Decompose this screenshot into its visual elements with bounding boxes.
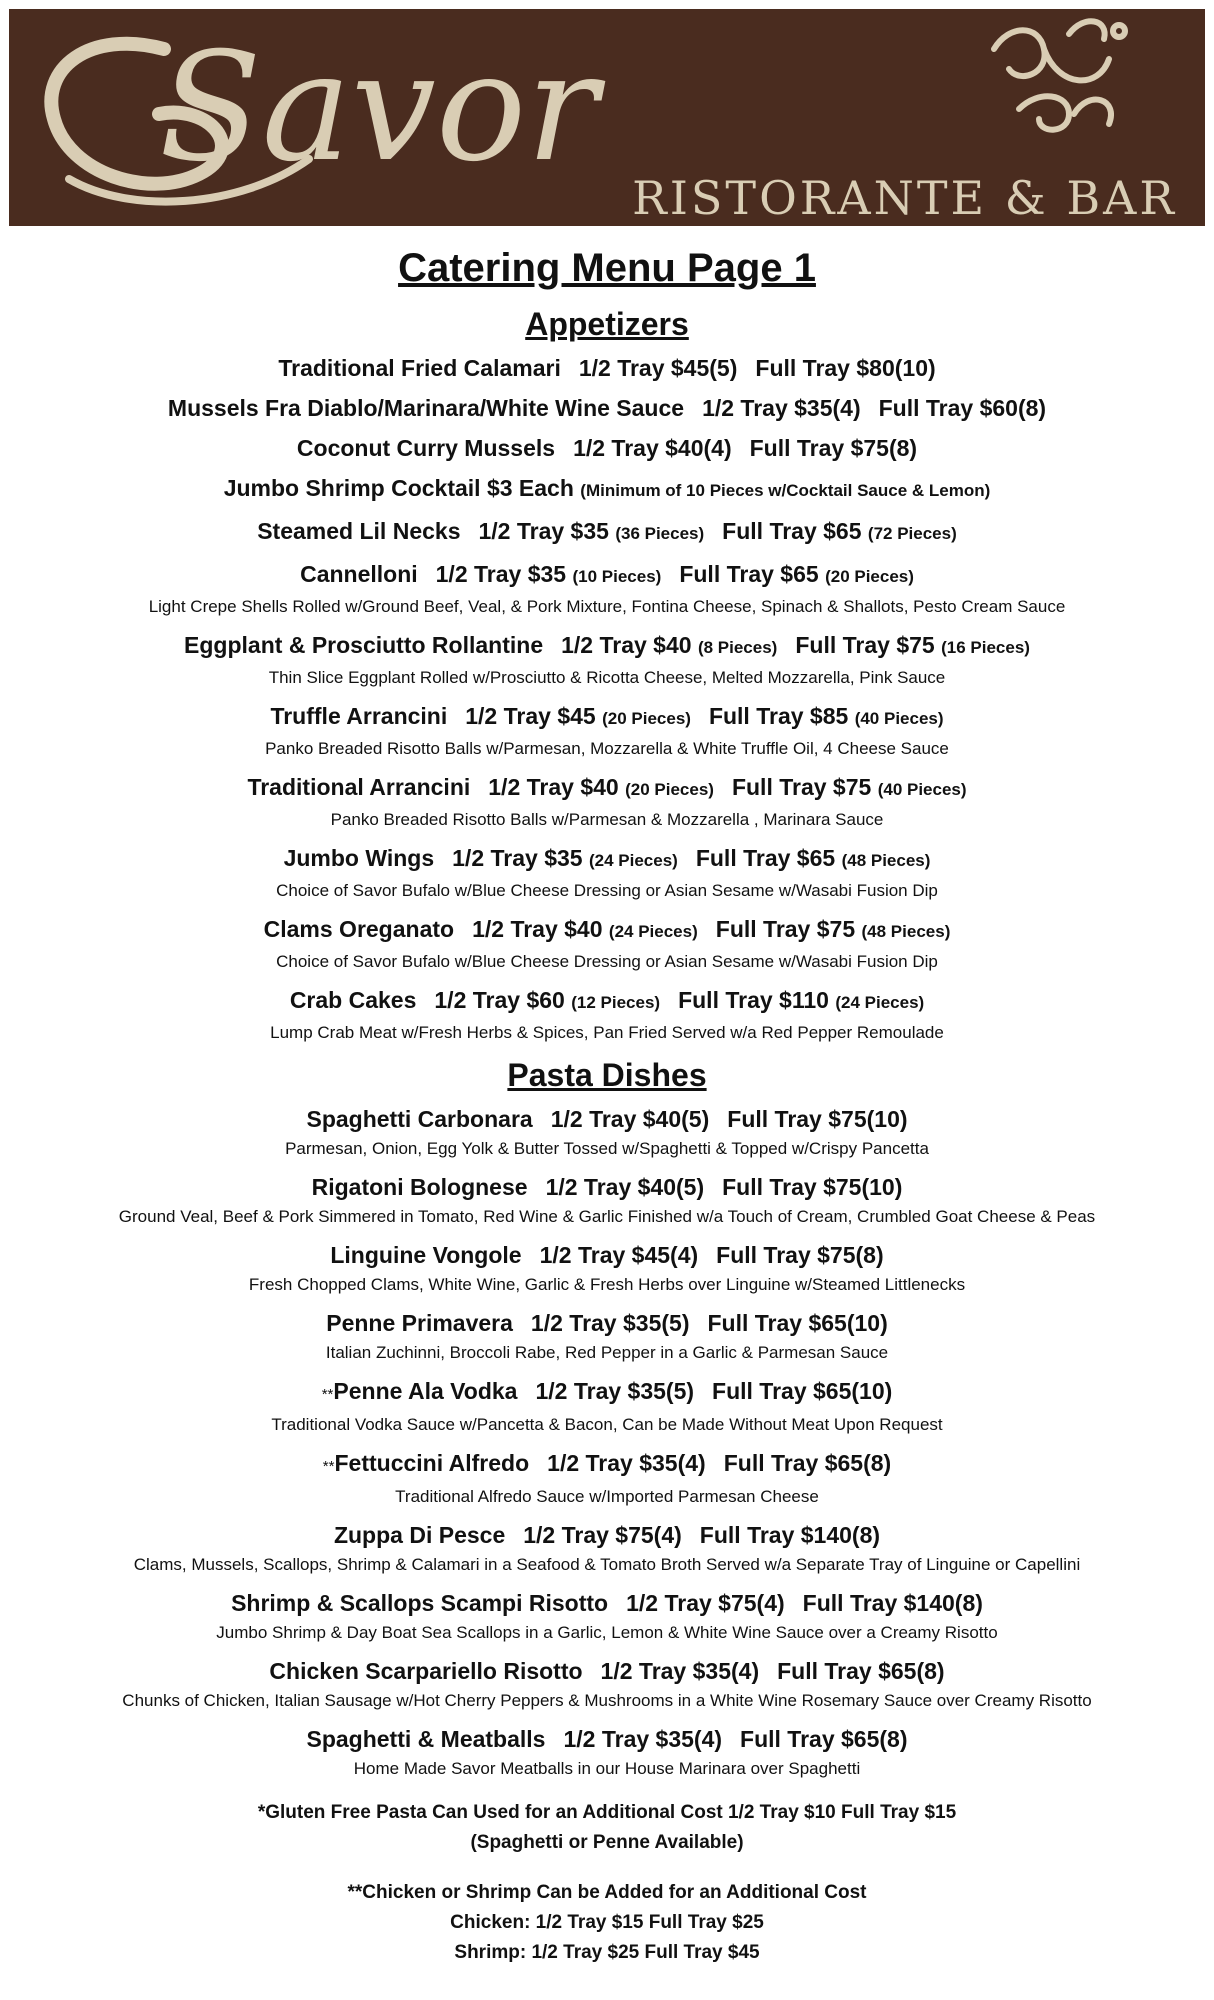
- gluten-free-text: *Gluten Free Pasta Can Used for an Additional Cost 1/2 Tray $10 Full Tray $15: [257, 1802, 957, 1823]
- item-name: Clams Oreganato: [263, 916, 455, 942]
- half-tray-price: 1/2 Tray $35: [452, 845, 583, 871]
- item-name: Spaghetti & Meatballs: [306, 1726, 546, 1752]
- item-description: Parmesan, Onion, Egg Yolk & Butter Tossed w/Spaghetti & Topped w/Crispy Pancetta: [285, 1139, 929, 1158]
- half-tray-price: 1/2 Tray $35(5): [535, 1378, 695, 1404]
- item-name: Eggplant & Prosciutto Rollantine: [184, 632, 544, 658]
- logo-tagline: RISTORANTE & BAR: [632, 171, 1177, 225]
- item-name: Linguine Vongole: [330, 1242, 522, 1268]
- menu-item: [0, 1656, 1214, 1686]
- logo-name: Savor: [159, 21, 598, 195]
- full-tray-price: Full Tray $65: [695, 845, 836, 871]
- full-tray-price: Full Tray $75(10): [727, 1106, 908, 1132]
- full-tray-price: Full Tray $75: [795, 632, 935, 658]
- item-description: Jumbo Shrimp & Day Boat Sea Scallops in a Garlic, Lemon & White Wine Sauce over a Creamy Risotto: [216, 1623, 998, 1642]
- half-tray-price: 1/2 Tray $75(4): [523, 1522, 682, 1548]
- section-title-pasta: Pasta Dishes: [507, 1057, 707, 1093]
- item-description: Choice of Savor Bufalo w/Blue Cheese Dressing or Asian Sesame w/Wasabi Fusion Dip: [276, 881, 938, 900]
- page-title: Catering Menu Page 1: [398, 246, 816, 290]
- menu-content: [0, 235, 1214, 1968]
- full-tray-pieces: (20 Pieces): [825, 567, 914, 586]
- menu-item: [0, 1724, 1214, 1754]
- item-name: Traditional Fried Calamari: [278, 355, 561, 381]
- item-name: Mussels Fra Diablo/Marinara/White Wine Sauce: [167, 395, 685, 421]
- full-tray-price: Full Tray $75(8): [749, 435, 918, 461]
- item-name: Traditional Arrancini: [247, 774, 471, 800]
- item-description: Choice of Savor Bufalo w/Blue Cheese Dressing or Asian Sesame w/Wasabi Fusion Dip: [276, 952, 938, 971]
- half-tray-price: 1/2 Tray $75(4): [626, 1590, 785, 1616]
- full-tray-price: Full Tray $85: [708, 703, 849, 729]
- item-name: Shrimp & Scallops Scampi Risotto: [231, 1590, 609, 1616]
- half-tray-price: 1/2 Tray $35(4): [702, 395, 861, 421]
- addon-note: [0, 1878, 1214, 1968]
- full-tray-pieces: (16 Pieces): [941, 638, 1030, 657]
- menu-item: [0, 353, 1214, 383]
- full-tray-price: Full Tray $65(8): [723, 1450, 892, 1476]
- item-description: Clams, Mussels, Scallops, Shrimp & Calamari in a Seafood & Tomato Broth Served w/a Separate Tray of Linguine or Capellini: [133, 1555, 1081, 1574]
- item-description: Traditional Vodka Sauce w/Pancetta & Bacon, Can be Made Without Meat Upon Request: [271, 1415, 943, 1434]
- half-tray-price: 1/2 Tray $35: [478, 518, 609, 544]
- menu-item: [0, 1588, 1214, 1618]
- item-description: Lump Crab Meat w/Fresh Herbs & Spices, Pan Fried Served w/a Red Pepper Remoulade: [270, 1023, 944, 1042]
- full-tray-pieces: (72 Pieces): [867, 524, 957, 543]
- item-name: Coconut Curry Mussels: [296, 435, 556, 461]
- half-tray-price: 1/2 Tray $45(5): [578, 355, 738, 381]
- item-prefix: **: [322, 1458, 335, 1475]
- half-tray-price: 1/2 Tray $40: [561, 632, 692, 658]
- full-tray-pieces: (48 Pieces): [861, 922, 951, 941]
- half-tray-pieces: (24 Pieces): [588, 851, 678, 870]
- menu-item: [0, 914, 1214, 947]
- full-tray-pieces: (40 Pieces): [854, 709, 944, 728]
- item-name: Jumbo Wings: [283, 845, 435, 871]
- addon-text: **Chicken or Shrimp Can be Added for an Additional Cost: [347, 1882, 867, 1903]
- item-name: Fettuccini Alfredo: [334, 1450, 530, 1476]
- item-description: Panko Breaded Risotto Balls w/Parmesan, Mozzarella & White Truffle Oil, 4 Cheese Sauce: [265, 739, 949, 758]
- full-tray-price: Full Tray $75: [731, 774, 872, 800]
- half-tray-price: 1/2 Tray $35(4): [547, 1450, 706, 1476]
- full-tray-price: Full Tray $65: [722, 518, 862, 544]
- item-name: Penne Primavera: [326, 1310, 513, 1336]
- full-tray-pieces: (40 Pieces): [877, 780, 967, 799]
- item-name: Truffle Arrancini: [270, 703, 448, 729]
- menu-item: [0, 393, 1214, 423]
- addon-chicken: Chicken: 1/2 Tray $15 Full Tray $25: [450, 1912, 764, 1933]
- gluten-free-options: (Spaghetti or Penne Available): [470, 1832, 744, 1853]
- full-tray-price: Full Tray $60(8): [878, 395, 1047, 421]
- menu-item: [0, 473, 1214, 506]
- menu-item: [0, 1240, 1214, 1270]
- menu-item: [0, 1172, 1214, 1202]
- full-tray-price: Full Tray $65(10): [712, 1378, 893, 1404]
- item-name: Steamed Lil Necks: [257, 518, 461, 544]
- gluten-free-note: [0, 1798, 1214, 1858]
- full-tray-price: Full Tray $65(8): [777, 1658, 945, 1684]
- item-description: Traditional Alfredo Sauce w/Imported Parmesan Cheese: [395, 1487, 819, 1506]
- full-tray-price: Full Tray $75: [715, 916, 856, 942]
- item-description: Italian Zuchinni, Broccoli Rabe, Red Pepper in a Garlic & Parmesan Sauce: [325, 1343, 889, 1362]
- item-description: Home Made Savor Meatballs in our House Marinara over Spaghetti: [353, 1759, 861, 1778]
- item-description: Ground Veal, Beef & Pork Simmered in Tomato, Red Wine & Garlic Finished w/a Touch of Cream, Crumbled Goat Cheese & Peas: [118, 1207, 1096, 1226]
- menu-item: [0, 1520, 1214, 1550]
- item-description: Chunks of Chicken, Italian Sausage w/Hot Cherry Peppers & Mushrooms in a White Wine Rosemary Sauce over Creamy Risotto: [122, 1691, 1092, 1710]
- menu-item: [0, 985, 1214, 1018]
- menu-item: [0, 701, 1214, 734]
- full-tray-price: Full Tray $140(8): [699, 1522, 881, 1548]
- full-tray-pieces: (48 Pieces): [841, 851, 931, 870]
- half-tray-price: 1/2 Tray $40(5): [545, 1174, 705, 1200]
- savor-logo: [9, 9, 1205, 226]
- half-tray-pieces: (8 Pieces): [697, 638, 778, 657]
- item-name: Jumbo Shrimp Cocktail $3 Each: [223, 475, 574, 501]
- menu-item: [0, 1376, 1214, 1410]
- item-name: Zuppa Di Pesce: [333, 1522, 506, 1548]
- item-description: Fresh Chopped Clams, White Wine, Garlic & Fresh Herbs over Linguine w/Steamed Littlenecks: [248, 1275, 966, 1294]
- half-tray-pieces: (20 Pieces): [602, 709, 691, 728]
- addon-shrimp: Shrimp: 1/2 Tray $25 Full Tray $45: [454, 1942, 760, 1963]
- item-prefix: **: [321, 1386, 334, 1403]
- half-tray-price: 1/2 Tray $35(5): [530, 1310, 690, 1336]
- ornament-flourish: [994, 21, 1125, 129]
- half-tray-price: 1/2 Tray $40(5): [550, 1106, 710, 1132]
- half-tray-pieces: (20 Pieces): [625, 780, 714, 799]
- menu-item: [0, 433, 1214, 463]
- full-tray-price: Full Tray $75(10): [722, 1174, 903, 1200]
- half-tray-price: 1/2 Tray $40: [472, 916, 603, 942]
- appetizers-list: [0, 353, 1214, 1044]
- full-tray-price: Full Tray $65: [679, 561, 819, 587]
- item-description: Light Crepe Shells Rolled w/Ground Beef, Veal, & Pork Mixture, Fontina Cheese, Spinach & Shallots, Pesto Cream Sauce: [148, 597, 1066, 616]
- item-name: Spaghetti Carbonara: [306, 1106, 533, 1132]
- item-name: Chicken Scarpariello Risotto: [269, 1658, 583, 1684]
- menu-item: [0, 1104, 1214, 1134]
- item-name: Penne Ala Vodka: [333, 1378, 518, 1404]
- pasta-list: [0, 1104, 1214, 1780]
- half-tray-price: 1/2 Tray $40: [488, 774, 619, 800]
- menu-item: [0, 630, 1214, 663]
- half-tray-pieces: (12 Pieces): [571, 993, 661, 1012]
- menu-item: [0, 516, 1214, 549]
- menu-item: [0, 1308, 1214, 1338]
- full-tray-price: Full Tray $75(8): [716, 1242, 884, 1268]
- half-tray-price: 1/2 Tray $60: [434, 987, 565, 1013]
- full-tray-price: Full Tray $65(8): [740, 1726, 908, 1752]
- full-tray-price: Full Tray $80(10): [755, 355, 936, 381]
- item-note: (Minimum of 10 Pieces w/Cocktail Sauce & Lemon): [580, 481, 991, 500]
- section-title-appetizers: Appetizers: [525, 306, 689, 342]
- full-tray-price: Full Tray $65(10): [707, 1310, 888, 1336]
- full-tray-price: Full Tray $140(8): [802, 1590, 983, 1616]
- half-tray-price: 1/2 Tray $35(4): [600, 1658, 760, 1684]
- item-name: Rigatoni Bolognese: [311, 1174, 528, 1200]
- menu-item: [0, 1448, 1214, 1482]
- half-tray-price: 1/2 Tray $35: [435, 561, 567, 587]
- menu-item: [0, 843, 1214, 876]
- full-tray-price: Full Tray $110: [678, 987, 829, 1013]
- full-tray-pieces: (24 Pieces): [835, 993, 925, 1012]
- item-name: Crab Cakes: [289, 987, 417, 1013]
- half-tray-pieces: (24 Pieces): [608, 922, 698, 941]
- item-description: Thin Slice Eggplant Rolled w/Prosciutto & Ricotta Cheese, Melted Mozzarella, Pink Sauce: [268, 668, 946, 687]
- half-tray-price: 1/2 Tray $45: [465, 703, 596, 729]
- item-description: Panko Breaded Risotto Balls w/Parmesan & Mozzarella , Marinara Sauce: [330, 810, 884, 829]
- menu-item: [0, 772, 1214, 805]
- half-tray-price: 1/2 Tray $35(4): [563, 1726, 723, 1752]
- half-tray-pieces: (36 Pieces): [615, 524, 705, 543]
- logo-banner: [9, 9, 1205, 226]
- item-name: Cannelloni: [300, 561, 418, 587]
- half-tray-pieces: (10 Pieces): [572, 567, 662, 586]
- half-tray-price: 1/2 Tray $45(4): [539, 1242, 699, 1268]
- menu-item: [0, 559, 1214, 592]
- half-tray-price: 1/2 Tray $40(4): [573, 435, 732, 461]
